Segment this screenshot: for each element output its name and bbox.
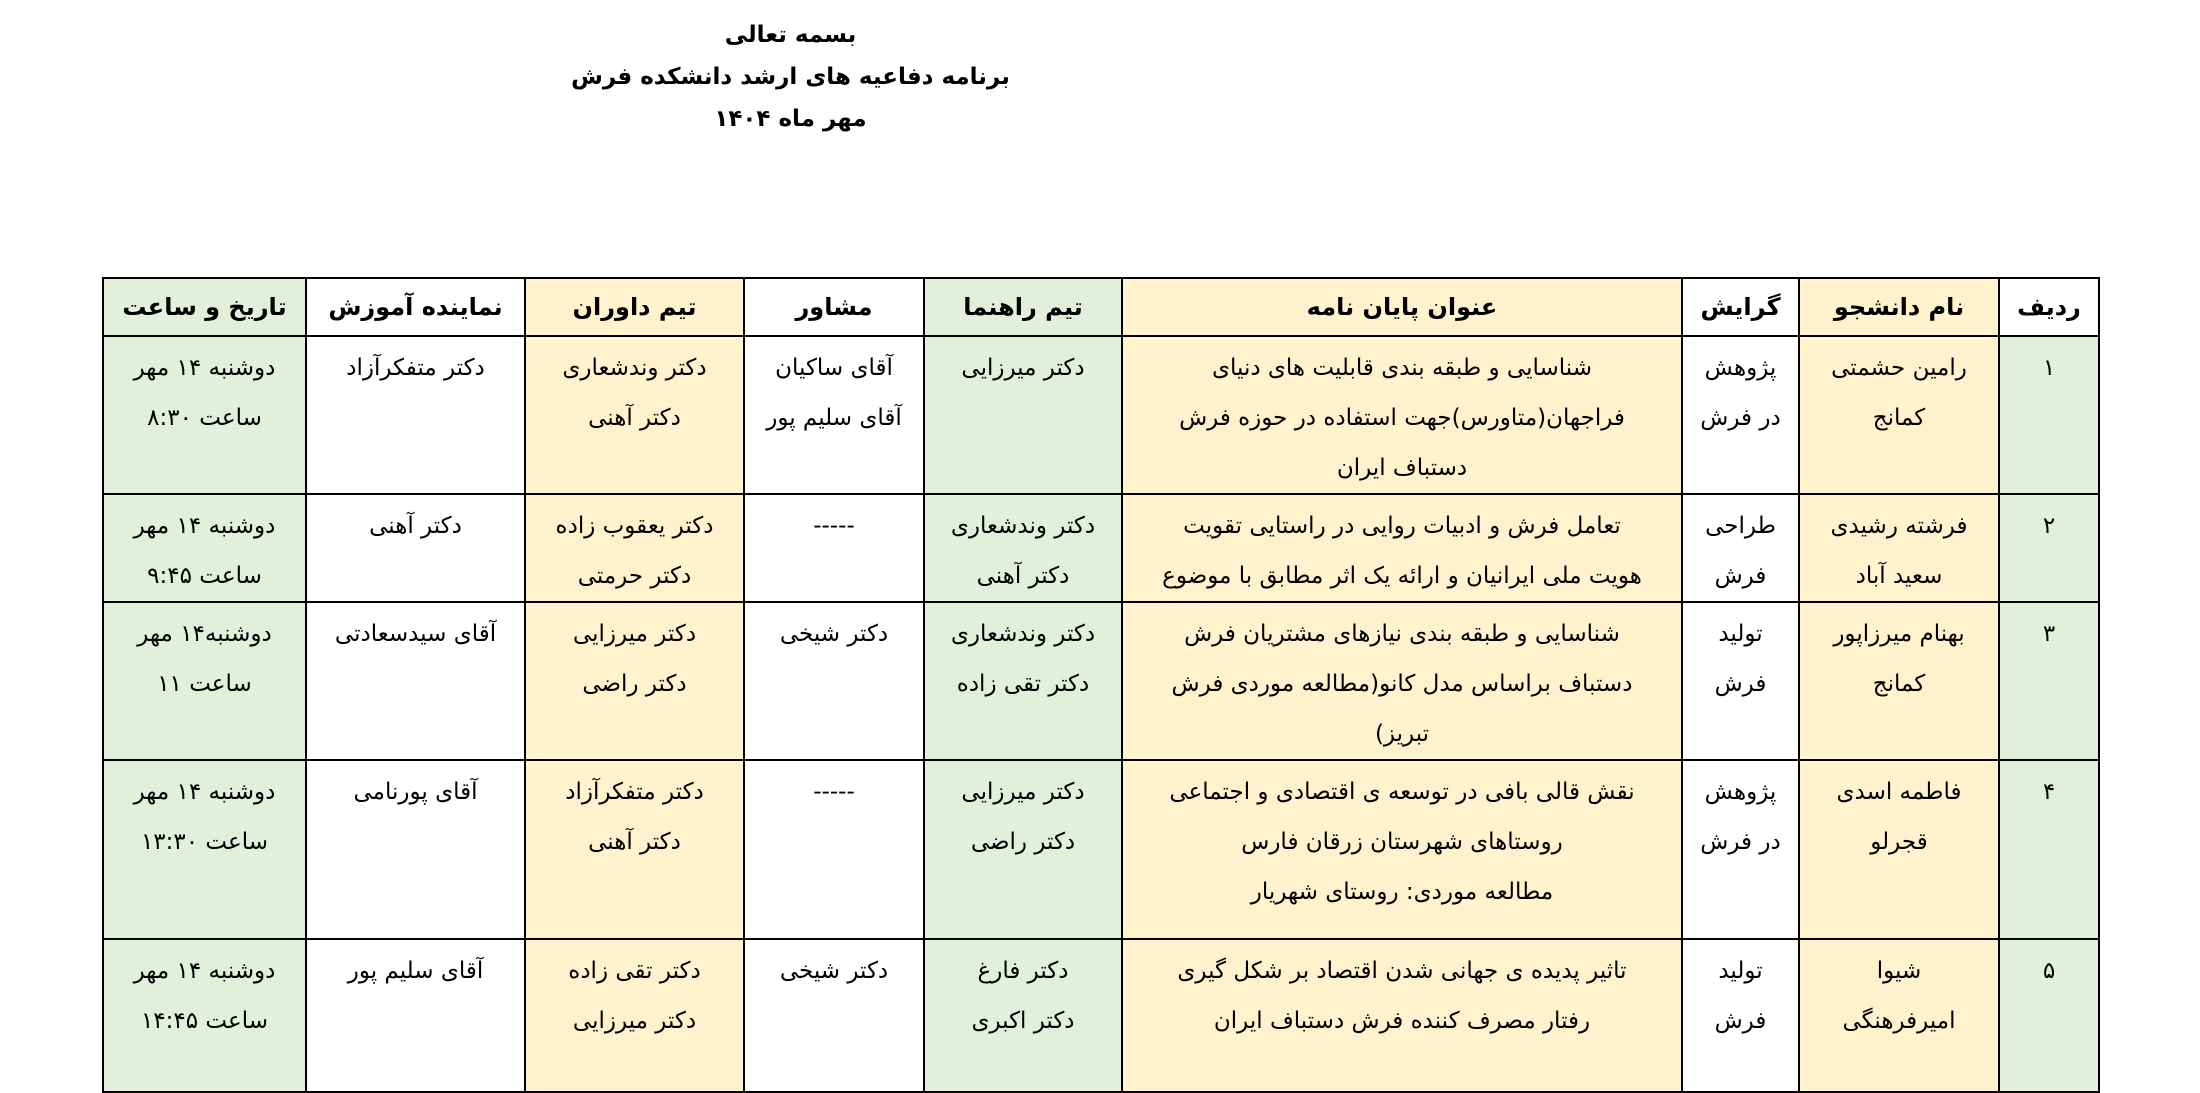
cell-referees: دکتر یعقوب زاده دکتر حرمتی xyxy=(525,494,744,602)
cell-advisor: ----- xyxy=(744,494,924,602)
header-referees: تیم داوران xyxy=(525,278,744,336)
cell-date-time: دوشنبه ۱۴ مهر ساعت ۹:۴۵ xyxy=(103,494,306,602)
cell-referees: دکتر میرزایی دکتر راضی xyxy=(525,602,744,760)
cell-row-number: ۳ xyxy=(1999,602,2099,760)
cell-advisor: آقای ساکیان آقای سلیم پور xyxy=(744,336,924,494)
header-education-rep: نماینده آموزش xyxy=(306,278,525,336)
cell-referees: دکتر متفکرآزاد دکتر آهنی xyxy=(525,760,744,939)
cell-row-number: ۵ xyxy=(1999,939,2099,1092)
title-basmala: بسمه تعالی xyxy=(724,22,857,48)
cell-date-time: دوشنبه ۱۴ مهر ساعت ۱۳:۳۰ xyxy=(103,760,306,939)
cell-education-rep: آقای پورنامی xyxy=(306,760,525,939)
cell-row-number: ۲ xyxy=(1999,494,2099,602)
cell-advisor: ----- xyxy=(744,760,924,939)
cell-major: پژوهش در فرش xyxy=(1682,760,1799,939)
cell-supervisors: دکتر فارغ دکتر اکبری xyxy=(924,939,1122,1092)
header-row-number: ردیف xyxy=(1999,278,2099,336)
cell-education-rep: دکتر متفکرآزاد xyxy=(306,336,525,494)
cell-date-time: دوشنبه۱۴ مهر ساعت ۱۱ xyxy=(103,602,306,760)
cell-thesis-title: نقش قالی بافی در توسعه ی اقتصادی و اجتماعی روستاهای شهرستان زرقان فارس مطالعه موردی: روستای شهریار xyxy=(1122,760,1682,939)
cell-student-name: فرشته رشیدی سعید آباد xyxy=(1799,494,1999,602)
cell-date-time: دوشنبه ۱۴ مهر ساعت ۱۴:۴۵ xyxy=(103,939,306,1092)
cell-student-name: بهنام میرزاپور کمانج xyxy=(1799,602,1999,760)
cell-supervisors: دکتر میرزایی دکتر راضی xyxy=(924,760,1122,939)
cell-thesis-title: شناسایی و طبقه بندی نیازهای مشتریان فرش دستباف براساس مدل کانو(مطالعه موردی فرش تبریز) xyxy=(1122,602,1682,760)
header-date-time: تاریخ و ساعت xyxy=(103,278,306,336)
document-header xyxy=(0,14,1581,140)
cell-date-time: دوشنبه ۱۴ مهر ساعت ۸:۳۰ xyxy=(103,336,306,494)
cell-supervisors: دکتر وندشعاری دکتر آهنی xyxy=(924,494,1122,602)
defense-schedule-table xyxy=(102,277,2100,1093)
title-main: برنامه دفاعیه های ارشد دانشکده فرش xyxy=(571,64,1010,90)
cell-row-number: ۴ xyxy=(1999,760,2099,939)
table-row xyxy=(103,939,2099,1092)
cell-education-rep: دکتر آهنی xyxy=(306,494,525,602)
cell-student-name: فاطمه اسدی قجرلو xyxy=(1799,760,1999,939)
cell-row-number: ۱ xyxy=(1999,336,2099,494)
cell-supervisors: دکتر میرزایی xyxy=(924,336,1122,494)
table-header-row xyxy=(103,278,2099,336)
cell-supervisors: دکتر وندشعاری دکتر تقی زاده xyxy=(924,602,1122,760)
cell-education-rep: آقای سلیم پور xyxy=(306,939,525,1092)
header-major: گرایش xyxy=(1682,278,1799,336)
cell-thesis-title: شناسایی و طبقه بندی قابلیت های دنیای فراجهان(متاورس)جهت استفاده در حوزه فرش دستباف ایران xyxy=(1122,336,1682,494)
cell-thesis-title: تاثیر پدیده ی جهانی شدن اقتصاد بر شکل گیری رفتار مصرف کننده فرش دستباف ایران xyxy=(1122,939,1682,1092)
cell-advisor: دکتر شیخی xyxy=(744,602,924,760)
cell-education-rep: آقای سیدسعادتی xyxy=(306,602,525,760)
header-student-name: نام دانشجو xyxy=(1799,278,1999,336)
cell-student-name: شیوا امیرفرهنگی xyxy=(1799,939,1999,1092)
table-row xyxy=(103,602,2099,760)
table-row xyxy=(103,760,2099,939)
cell-referees: دکتر تقی زاده دکتر میرزایی xyxy=(525,939,744,1092)
cell-advisor: دکتر شیخی xyxy=(744,939,924,1092)
cell-major: پژوهش در فرش xyxy=(1682,336,1799,494)
table-row xyxy=(103,494,2099,602)
title-date: مهر ماه ۱۴۰۴ xyxy=(714,106,867,132)
table-row xyxy=(103,336,2099,494)
header-thesis-title: عنوان پایان نامه xyxy=(1122,278,1682,336)
header-supervisors: تیم راهنما xyxy=(924,278,1122,336)
cell-major: تولید فرش xyxy=(1682,939,1799,1092)
cell-major: تولید فرش xyxy=(1682,602,1799,760)
cell-student-name: رامین حشمتی کمانج xyxy=(1799,336,1999,494)
header-advisor: مشاور xyxy=(744,278,924,336)
cell-major: طراحی فرش xyxy=(1682,494,1799,602)
cell-thesis-title: تعامل فرش و ادبیات روایی در راستایی تقویت هویت ملی ایرانیان و ارائه یک اثر مطابق با موضوع xyxy=(1122,494,1682,602)
cell-referees: دکتر وندشعاری دکتر آهنی xyxy=(525,336,744,494)
